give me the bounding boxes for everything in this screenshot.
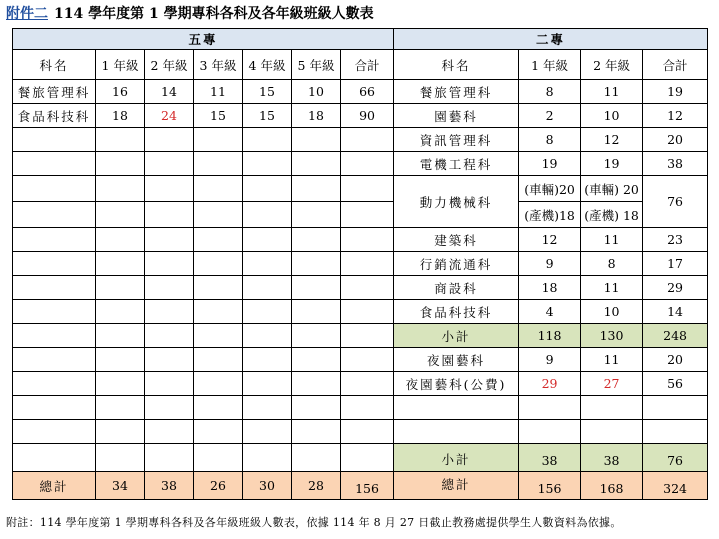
table-row [13, 176, 708, 202]
empty-cell [243, 176, 292, 202]
five-grand-total-label: 總計 [13, 472, 96, 500]
empty-cell [145, 348, 194, 372]
subtotal-row [13, 444, 708, 472]
empty-cell [341, 420, 394, 444]
empty-cell [145, 444, 194, 472]
empty-cell [243, 324, 292, 348]
cell: 19 [519, 152, 581, 176]
empty-cell [145, 202, 194, 228]
cell: 15 [243, 80, 292, 104]
empty-cell [13, 176, 96, 202]
empty-cell [96, 228, 145, 252]
cell-total: 14 [643, 300, 708, 324]
table-row [13, 276, 708, 300]
five-grand-y5: 28 [292, 472, 341, 500]
cell: 12 [581, 128, 643, 152]
subtotal-y2: 130 [581, 324, 643, 348]
cell-total: 12 [643, 104, 708, 128]
two-subject-night-public: 夜園藝科(公費) [394, 372, 519, 396]
cell-mech-vehicle-y2: (車輛) 20 [581, 176, 643, 202]
empty-cell [341, 202, 394, 228]
cell: 10 [292, 80, 341, 104]
cell: 16 [96, 80, 145, 104]
cell: 11 [581, 80, 643, 104]
empty-cell [394, 396, 519, 420]
two-subject: 資訊管理科 [394, 128, 519, 152]
empty-cell [194, 348, 243, 372]
empty-cell [243, 396, 292, 420]
cell: 8 [581, 252, 643, 276]
empty-cell [13, 228, 96, 252]
empty-cell [243, 202, 292, 228]
five-grand-y1: 34 [96, 472, 145, 500]
two-grand-total-label: 總計 [394, 472, 519, 500]
empty-cell [243, 420, 292, 444]
empty-cell [13, 396, 96, 420]
subtotal-total: 248 [643, 324, 708, 348]
five-col-year5: 5 年級 [292, 50, 341, 80]
empty-cell [243, 300, 292, 324]
empty-cell [194, 420, 243, 444]
two-col-year2: 2 年級 [581, 50, 643, 80]
cell: 10 [581, 104, 643, 128]
cell: 4 [519, 300, 581, 324]
five-subject: 食品科技科 [13, 104, 96, 128]
table-title: 114 學年度第 1 學期專科各科及各年級班級人數表 [54, 6, 374, 22]
empty-cell [13, 420, 96, 444]
table-row [13, 104, 708, 128]
empty-cell [96, 276, 145, 300]
empty-cell [243, 444, 292, 472]
two-subject: 電機工程科 [394, 152, 519, 176]
cell-highlight: 24 [145, 104, 194, 128]
two-year-section-header: 二專 [394, 29, 708, 50]
empty-cell [13, 444, 96, 472]
empty-cell [96, 420, 145, 444]
cell: 19 [581, 152, 643, 176]
cell-highlight: 29 [519, 372, 581, 396]
empty-cell [341, 300, 394, 324]
empty-cell [243, 348, 292, 372]
cell: 12 [519, 228, 581, 252]
empty-cell [341, 396, 394, 420]
cell: 8 [519, 128, 581, 152]
empty-cell [96, 396, 145, 420]
empty-cell [292, 228, 341, 252]
empty-cell [194, 152, 243, 176]
cell-total: 76 [643, 176, 708, 228]
empty-cell [341, 276, 394, 300]
two-col-year1: 1 年級 [519, 50, 581, 80]
empty-cell [341, 152, 394, 176]
table-row [13, 372, 708, 396]
empty-cell [243, 252, 292, 276]
empty-cell [145, 420, 194, 444]
two-col-subject: 科名 [394, 50, 519, 80]
subtotal-label: 小計 [394, 444, 519, 472]
cell: 11 [581, 348, 643, 372]
cell: 18 [96, 104, 145, 128]
empty-cell [13, 324, 96, 348]
two-subject: 園藝科 [394, 104, 519, 128]
empty-cell [145, 300, 194, 324]
empty-cell [96, 348, 145, 372]
empty-cell [292, 152, 341, 176]
five-grand-total: 156 [341, 472, 394, 500]
empty-cell [145, 252, 194, 276]
two-grand-total: 324 [643, 472, 708, 500]
cell-total: 38 [643, 152, 708, 176]
empty-cell [13, 202, 96, 228]
table-row [13, 80, 708, 104]
cell: 18 [519, 276, 581, 300]
two-subject: 餐旅管理科 [394, 80, 519, 104]
five-col-year2: 2 年級 [145, 50, 194, 80]
empty-cell [194, 300, 243, 324]
cell: 11 [194, 80, 243, 104]
table-row [13, 228, 708, 252]
empty-cell [194, 324, 243, 348]
empty-cell [145, 276, 194, 300]
two-col-total: 合計 [643, 50, 708, 80]
empty-cell [96, 128, 145, 152]
two-subject: 商設科 [394, 276, 519, 300]
empty-cell [341, 176, 394, 202]
table-row [13, 300, 708, 324]
subtotal-y2: 38 [581, 444, 643, 472]
subtotal-total: 76 [643, 444, 708, 472]
empty-cell [194, 202, 243, 228]
empty-cell [13, 300, 96, 324]
cell: 15 [243, 104, 292, 128]
empty-cell [243, 152, 292, 176]
five-col-total: 合計 [341, 50, 394, 80]
two-subject: 建築科 [394, 228, 519, 252]
cell-total: 19 [643, 80, 708, 104]
cell: 15 [194, 104, 243, 128]
empty-cell [341, 128, 394, 152]
empty-cell [145, 372, 194, 396]
empty-cell [292, 300, 341, 324]
empty-cell [292, 128, 341, 152]
five-col-year3: 3 年級 [194, 50, 243, 80]
empty-cell [581, 420, 643, 444]
empty-cell [145, 324, 194, 348]
empty-cell [145, 176, 194, 202]
table-row [13, 128, 708, 152]
table-row [13, 396, 708, 420]
table-row [13, 420, 708, 444]
cell: 8 [519, 80, 581, 104]
empty-cell [96, 202, 145, 228]
empty-cell [243, 372, 292, 396]
empty-cell [194, 176, 243, 202]
five-grand-y3: 26 [194, 472, 243, 500]
attachment-tag[interactable]: 附件二 [6, 6, 48, 22]
empty-cell [145, 152, 194, 176]
subtotal-y1: 38 [519, 444, 581, 472]
page-title [6, 3, 374, 25]
cell-total: 66 [341, 80, 394, 104]
empty-cell [292, 396, 341, 420]
empty-cell [13, 152, 96, 176]
cell-total: 17 [643, 252, 708, 276]
empty-cell [292, 372, 341, 396]
empty-cell [96, 300, 145, 324]
empty-cell [341, 372, 394, 396]
empty-cell [194, 372, 243, 396]
five-col-year1: 1 年級 [96, 50, 145, 80]
empty-cell [643, 420, 708, 444]
empty-cell [519, 420, 581, 444]
cell-total: 90 [341, 104, 394, 128]
empty-cell [96, 372, 145, 396]
grand-total-row [13, 472, 708, 500]
five-subject: 餐旅管理科 [13, 80, 96, 104]
cell: 9 [519, 348, 581, 372]
empty-cell [96, 324, 145, 348]
cell-highlight: 27 [581, 372, 643, 396]
subtotal-label: 小計 [394, 324, 519, 348]
empty-cell [341, 444, 394, 472]
empty-cell [96, 444, 145, 472]
empty-cell [145, 128, 194, 152]
cell: 10 [581, 300, 643, 324]
empty-cell [643, 396, 708, 420]
empty-cell [13, 372, 96, 396]
empty-cell [292, 176, 341, 202]
five-col-subject: 科名 [13, 50, 96, 80]
empty-cell [194, 228, 243, 252]
cell: 14 [145, 80, 194, 104]
empty-cell [292, 420, 341, 444]
cell: 11 [581, 276, 643, 300]
empty-cell [13, 276, 96, 300]
empty-cell [194, 252, 243, 276]
empty-cell [194, 128, 243, 152]
two-subject: 行銷流通科 [394, 252, 519, 276]
empty-cell [194, 444, 243, 472]
empty-cell [341, 228, 394, 252]
empty-cell [292, 348, 341, 372]
five-col-year4: 4 年級 [243, 50, 292, 80]
cell-mech-machinery-y1: (產機)18 [519, 202, 581, 228]
cell-total: 20 [643, 348, 708, 372]
empty-cell [341, 252, 394, 276]
cell-mech-vehicle-y1: (車輛)20 [519, 176, 581, 202]
empty-cell [194, 396, 243, 420]
empty-cell [13, 252, 96, 276]
cell-total: 20 [643, 128, 708, 152]
two-subject: 食品科技科 [394, 300, 519, 324]
empty-cell [243, 276, 292, 300]
empty-cell [341, 324, 394, 348]
empty-cell [145, 228, 194, 252]
empty-cell [292, 202, 341, 228]
empty-cell [243, 228, 292, 252]
empty-cell [394, 420, 519, 444]
empty-cell [243, 128, 292, 152]
empty-cell [145, 396, 194, 420]
empty-cell [341, 348, 394, 372]
table-row [13, 202, 708, 228]
two-subject-night: 夜園藝科 [394, 348, 519, 372]
cell: 2 [519, 104, 581, 128]
empty-cell [519, 396, 581, 420]
empty-cell [194, 276, 243, 300]
table-row [13, 252, 708, 276]
cell-total: 56 [643, 372, 708, 396]
empty-cell [13, 348, 96, 372]
table-row [13, 348, 708, 372]
empty-cell [96, 152, 145, 176]
empty-cell [96, 176, 145, 202]
five-grand-y4: 30 [243, 472, 292, 500]
cell: 18 [292, 104, 341, 128]
enrollment-table [12, 28, 708, 500]
table-row [13, 152, 708, 176]
empty-cell [292, 252, 341, 276]
empty-cell [292, 324, 341, 348]
cell: 11 [581, 228, 643, 252]
empty-cell [13, 128, 96, 152]
empty-cell [96, 252, 145, 276]
cell-total: 29 [643, 276, 708, 300]
empty-cell [292, 444, 341, 472]
five-year-section-header: 五專 [13, 29, 394, 50]
cell-mech-machinery-y2: (產機) 18 [581, 202, 643, 228]
subtotal-y1: 118 [519, 324, 581, 348]
empty-cell [292, 276, 341, 300]
five-grand-y2: 38 [145, 472, 194, 500]
two-subject-mech: 動力機械科 [394, 176, 519, 228]
cell-total: 23 [643, 228, 708, 252]
subtotal-row [13, 324, 708, 348]
two-grand-y2: 168 [581, 472, 643, 500]
cell: 9 [519, 252, 581, 276]
empty-cell [581, 396, 643, 420]
two-grand-y1: 156 [519, 472, 581, 500]
footnote: 附註：114 學年度第 1 學期專科各科及各年級班級人數表，依據 114 年 8 月 27 日截止教務處提供學生人數資料為依據。 [6, 516, 622, 529]
